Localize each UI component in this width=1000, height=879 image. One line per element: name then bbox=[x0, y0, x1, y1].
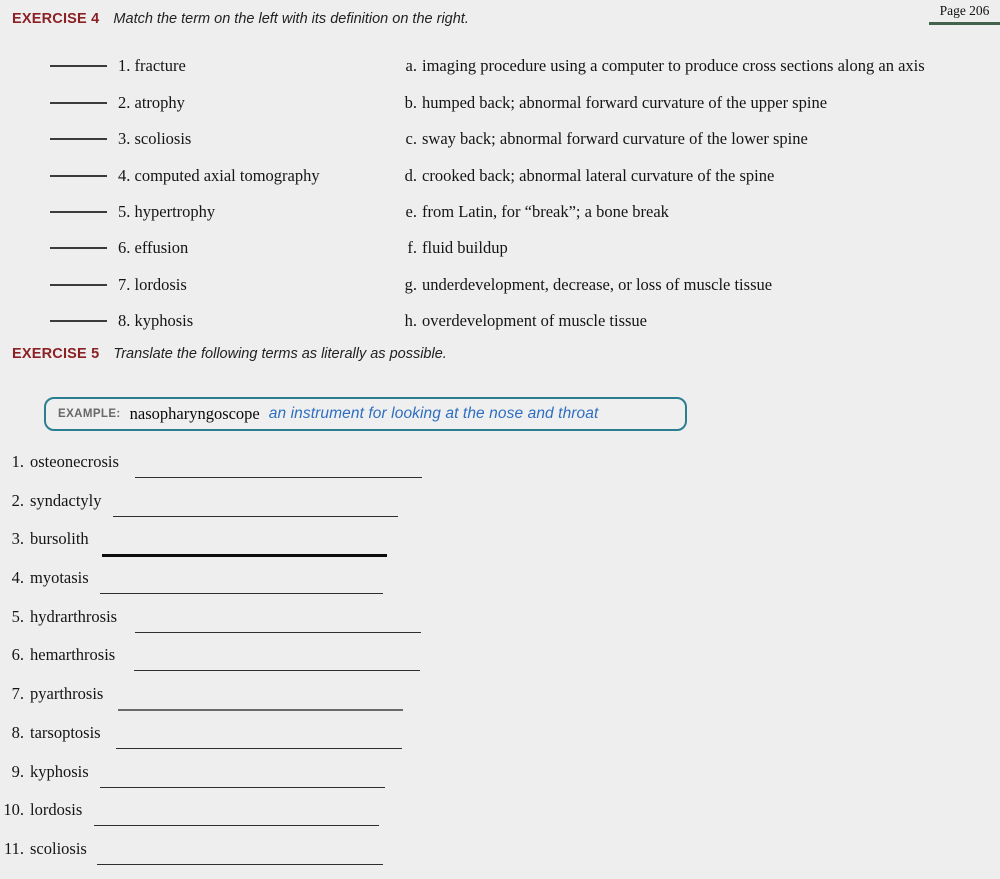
answer-blank bbox=[50, 211, 107, 213]
answer-line bbox=[113, 516, 398, 517]
exercise4-label: EXERCISE 4 bbox=[12, 11, 100, 27]
answer-blank bbox=[50, 320, 107, 322]
term-text: fracture bbox=[134, 56, 186, 76]
answer-blank bbox=[50, 65, 107, 67]
item-number: 3. bbox=[11, 529, 24, 549]
term-number: 2. bbox=[118, 92, 131, 112]
answer-blank bbox=[50, 102, 107, 104]
item-number: 8. bbox=[11, 722, 24, 742]
definition-text: humped back; abnormal forward curvature of the upper spine bbox=[422, 92, 828, 112]
match-row bbox=[0, 303, 1000, 339]
term-number: 1. bbox=[118, 56, 131, 76]
exercise5-instructions: Translate the following terms as literally as possible. bbox=[113, 346, 447, 362]
example-answer: an instrument for looking at the nose and throat bbox=[268, 405, 599, 422]
item-term: scoliosis bbox=[30, 838, 87, 858]
example-callout bbox=[44, 397, 687, 431]
translate-row bbox=[0, 795, 1000, 834]
answer-line bbox=[97, 864, 383, 865]
translate-row bbox=[0, 447, 1000, 486]
item-term: syndactyly bbox=[30, 490, 102, 510]
definition-text: crooked back; abnormal lateral curvature of the spine bbox=[422, 165, 775, 185]
term-text: hypertrophy bbox=[134, 201, 216, 221]
item-number: 5. bbox=[11, 606, 24, 626]
answer-line bbox=[116, 748, 402, 749]
example-label: EXAMPLE: bbox=[58, 408, 121, 420]
term-text: scoliosis bbox=[134, 129, 192, 149]
match-row bbox=[0, 194, 1000, 230]
answer-line bbox=[118, 709, 403, 711]
translate-row bbox=[0, 718, 1000, 757]
item-number: 4. bbox=[11, 568, 24, 588]
item-term: lordosis bbox=[30, 800, 83, 820]
translate-row bbox=[0, 563, 1000, 602]
answer-blank bbox=[50, 175, 107, 177]
translate-row bbox=[0, 524, 1000, 563]
item-number: 1. bbox=[11, 452, 24, 471]
exercise4-instructions: Match the term on the left with its definition on the right. bbox=[113, 11, 469, 27]
definition-text: from Latin, for “break”; a bone break bbox=[422, 201, 669, 221]
exercise4-header bbox=[12, 10, 469, 28]
item-number: 11. bbox=[3, 838, 24, 858]
definition-letter: f. bbox=[407, 238, 417, 258]
answer-blank bbox=[50, 247, 107, 249]
definition-letter: e. bbox=[405, 201, 417, 221]
term-number: 5. bbox=[118, 201, 131, 221]
term-text: computed axial tomography bbox=[134, 165, 320, 185]
item-number: 2. bbox=[11, 490, 24, 510]
match-row bbox=[0, 84, 1000, 120]
answer-line bbox=[135, 477, 422, 478]
item-number: 6. bbox=[11, 645, 24, 665]
match-row bbox=[0, 48, 1000, 84]
definition-text: overdevelopment of muscle tissue bbox=[422, 311, 647, 331]
item-number: 10. bbox=[3, 800, 24, 820]
term-number: 8. bbox=[118, 311, 131, 331]
answer-line bbox=[135, 632, 421, 633]
translate-row bbox=[0, 679, 1000, 718]
page-reference: Page 206 bbox=[939, 3, 990, 18]
answer-line bbox=[100, 787, 385, 788]
answer-blank bbox=[50, 284, 107, 286]
definition-text: imaging procedure using a computer to produce cross sections along an axis bbox=[422, 56, 925, 76]
term-number: 7. bbox=[118, 274, 131, 294]
definition-text: sway back; abnormal forward curvature of the lower spine bbox=[422, 129, 808, 149]
translate-row bbox=[0, 486, 1000, 525]
term-text: atrophy bbox=[134, 92, 185, 112]
translate-row bbox=[0, 602, 1000, 641]
page-reference-rule bbox=[929, 22, 1000, 25]
item-number: 9. bbox=[11, 761, 24, 781]
term-text: lordosis bbox=[134, 274, 187, 294]
answer-line bbox=[100, 593, 383, 594]
answer-line bbox=[94, 825, 379, 826]
exercise4-matching-list bbox=[0, 48, 1000, 340]
item-term: osteonecrosis bbox=[30, 452, 119, 471]
match-row bbox=[0, 157, 1000, 193]
example-term: nasopharyngoscope bbox=[129, 404, 260, 423]
answer-line bbox=[102, 554, 387, 557]
exercise5-label: EXERCISE 5 bbox=[12, 346, 100, 362]
definition-letter: h. bbox=[404, 311, 417, 331]
item-term: bursolith bbox=[30, 529, 89, 549]
definition-letter: b. bbox=[404, 92, 417, 112]
definition-text: underdevelopment, decrease, or loss of muscle tissue bbox=[422, 274, 773, 294]
match-row bbox=[0, 267, 1000, 303]
term-number: 6. bbox=[118, 238, 131, 258]
answer-blank bbox=[50, 138, 107, 140]
translate-row bbox=[0, 834, 1000, 873]
translate-row bbox=[0, 757, 1000, 796]
term-text: effusion bbox=[134, 238, 189, 258]
definition-letter: d. bbox=[404, 165, 417, 185]
answer-line bbox=[134, 670, 420, 671]
definition-letter: g. bbox=[404, 274, 417, 294]
item-term: hydrarthrosis bbox=[30, 606, 118, 626]
item-term: hemarthrosis bbox=[30, 645, 116, 665]
term-number: 3. bbox=[118, 129, 131, 149]
item-term: tarsoptosis bbox=[30, 722, 101, 742]
exercise5-header bbox=[12, 345, 447, 363]
definition-text: fluid buildup bbox=[422, 238, 508, 258]
item-term: myotasis bbox=[30, 568, 89, 588]
exercise5-translate-list bbox=[0, 447, 1000, 873]
term-text: kyphosis bbox=[134, 311, 194, 331]
item-term: kyphosis bbox=[30, 761, 89, 781]
match-row bbox=[0, 121, 1000, 157]
definition-letter: c. bbox=[405, 129, 417, 149]
match-row bbox=[0, 230, 1000, 266]
term-number: 4. bbox=[118, 165, 131, 185]
item-number: 7. bbox=[11, 684, 24, 704]
translate-row bbox=[0, 640, 1000, 679]
item-term: pyarthrosis bbox=[30, 684, 104, 704]
definition-letter: a. bbox=[405, 56, 417, 76]
